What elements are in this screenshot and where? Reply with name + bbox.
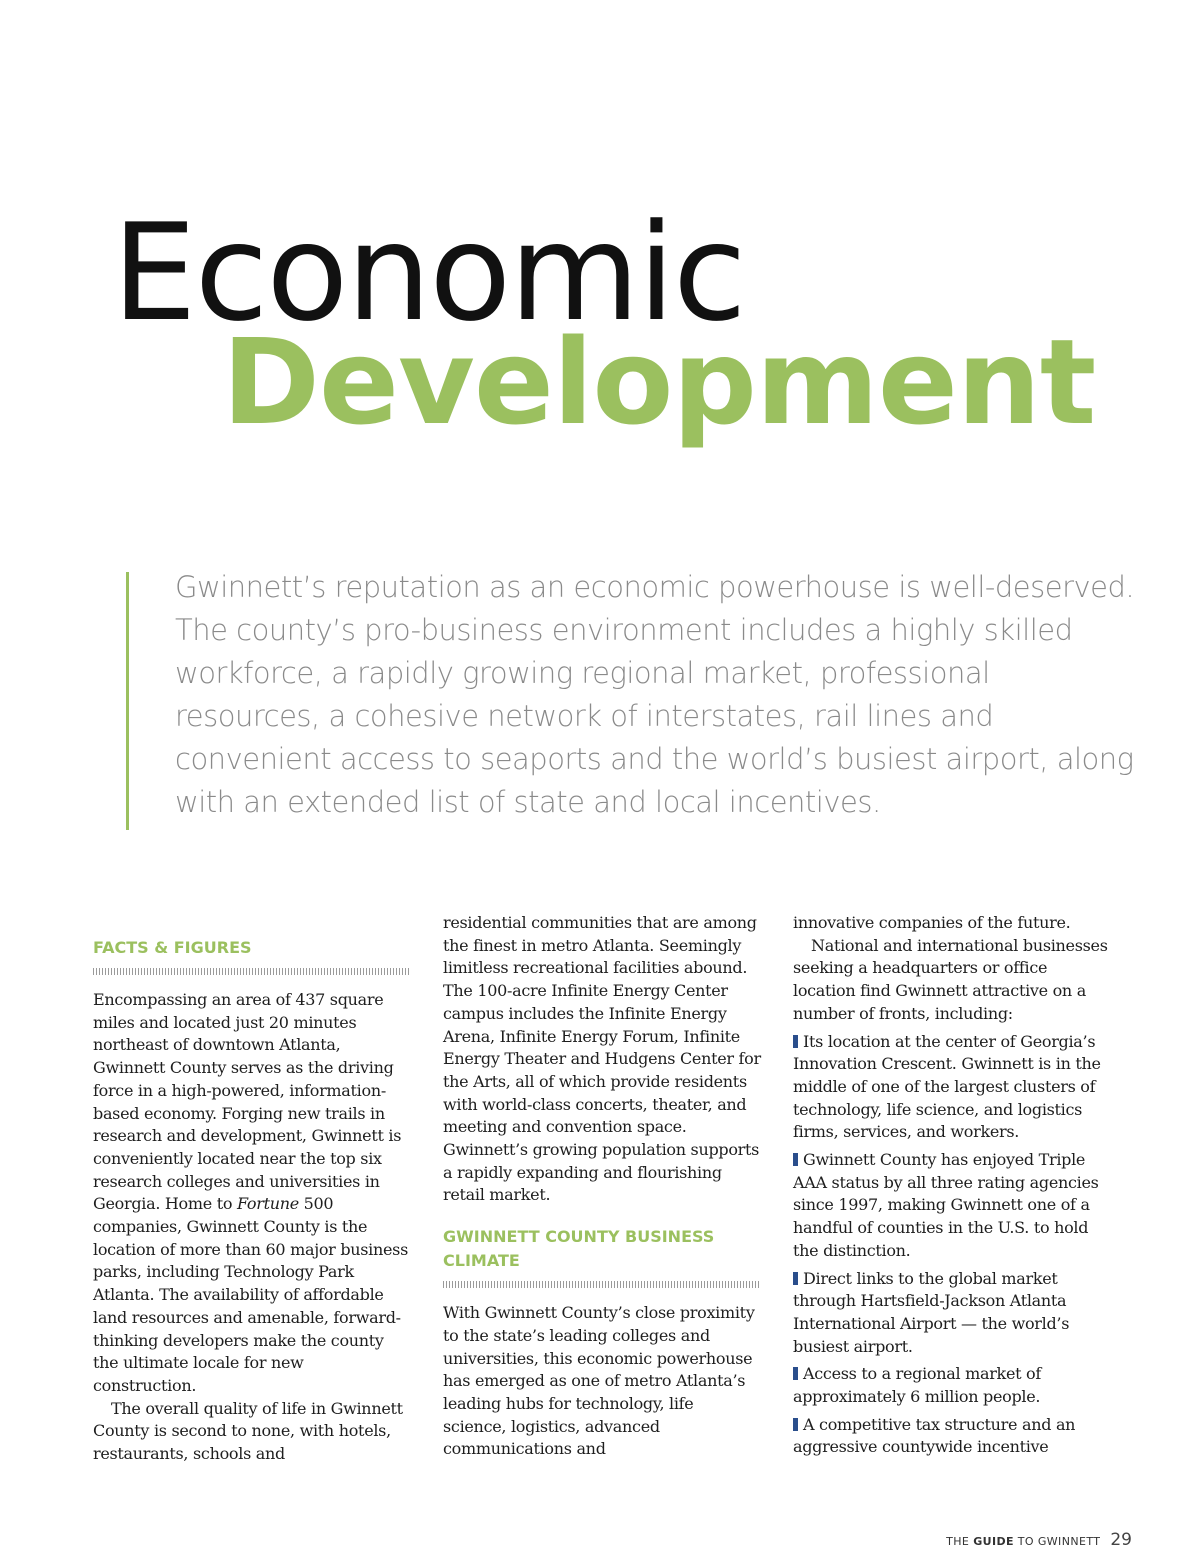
facts-paragraph-2-continued: residential communities that are among the finest in metro Atlanta. Seemingly limitless recreational facilities abound. The 100-acre Infinite Energy Center campus includes the Infinite Energy Arena, Infinite Energy Forum, Infinite Energy Theater and Hudgens Center for the Arts, all of which provide residents with world-class concerts, theater, and meeting and convention space. Gwinnett’s growing population supports a rapidly expanding and flourishing retail market. bbox=[443, 913, 761, 1205]
list-item bbox=[793, 1031, 1113, 1145]
list-item bbox=[793, 1414, 1113, 1459]
fortune-italic: Fortune bbox=[236, 1194, 299, 1214]
footer-guide: GUIDE bbox=[973, 1535, 1014, 1548]
bullet-marker-icon bbox=[793, 1272, 798, 1285]
bullet-marker-icon bbox=[793, 1367, 798, 1380]
list-item bbox=[793, 1268, 1113, 1359]
title-economic: Economic bbox=[112, 195, 745, 351]
page-footer bbox=[946, 1530, 1132, 1550]
title-development: Development bbox=[222, 313, 1096, 451]
bullet-text: Direct links to the global market through Hartsfield-Jackson Atlanta International Airport — the world’s busiest airport. bbox=[793, 1268, 1070, 1356]
climate-heading: GWINNETT COUNTY BUSINESS CLIMATE bbox=[443, 1227, 715, 1271]
bullet-text: Its location at the center of Georgia’s Innovation Crescent. Gwinnett is in the middle of one of the largest clusters of technology, life science, and logistics firms, services, and workers. bbox=[793, 1031, 1101, 1142]
bullet-marker-icon bbox=[793, 1418, 798, 1431]
intro-accent-rule bbox=[126, 572, 129, 830]
facts-paragraph-2-start: The overall quality of life in Gwinnett County is second to none, with hotels, restaurants, schools and bbox=[93, 1398, 403, 1464]
climate-paragraph-1-continued: innovative companies of the future. bbox=[793, 913, 1071, 932]
bullet-marker-icon bbox=[793, 1035, 798, 1048]
bullet-text: A competitive tax structure and an aggressive countywide incentive bbox=[793, 1414, 1076, 1457]
bullet-text: Access to a regional market of approximately 6 million people. bbox=[793, 1364, 1041, 1407]
list-item bbox=[793, 1149, 1113, 1263]
climate-bullet-list bbox=[793, 1031, 1113, 1460]
column-2 bbox=[443, 912, 761, 1461]
column-1 bbox=[93, 912, 409, 1466]
facts-heading: FACTS & FIGURES bbox=[93, 938, 252, 957]
column-3 bbox=[793, 912, 1113, 1459]
intro-paragraph: Gwinnett’s reputation as an economic powerhouse is well-deserved. The county’s pro-business environment includes a highly skilled workforce, a rapidly growing regional market, professional resources, a cohesive network of interstates, rail lines and convenient access to seaports and the world’s busiest airport, along with an extended list of state and local incentives. bbox=[175, 570, 1135, 819]
facts-paragraph-1 bbox=[93, 989, 409, 1398]
climate-paragraph-2: National and international businesses seeking a headquarters or office location find Gwinnett attractive on a number of fronts, including: bbox=[793, 935, 1108, 1023]
footer-the: THE bbox=[946, 1535, 974, 1548]
list-item bbox=[793, 1363, 1113, 1408]
footer-to-gwinnett: TO GWINNETT bbox=[1013, 1535, 1101, 1548]
dotted-divider bbox=[93, 968, 409, 975]
dotted-divider bbox=[443, 1281, 761, 1288]
page-number: 29 bbox=[1110, 1530, 1132, 1550]
facts-paragraph-1-text-a: Encompassing an area of 437 square miles and located just 20 minutes northeast of downtown Atlanta, Gwinnett County serves as the driving force in a high-powered, information-based economy. Forging new trails in research and development, Gwinnett is conveniently located near the top six research colleges and universities in Georgia. Home to bbox=[93, 990, 402, 1214]
climate-paragraph-1-start: With Gwinnett County’s close proximity to the state’s leading colleges and universities, this economic powerhouse has emerged as one of metro Atlanta’s leading hubs for technology, life science, logistics, advanced communications and bbox=[443, 1303, 755, 1459]
bullet-marker-icon bbox=[793, 1153, 798, 1166]
bullet-text: Gwinnett County has enjoyed Triple AAA status by all three rating agencies since 1997, making Gwinnett one of a handful of counties in the U.S. to hold the distinction. bbox=[793, 1150, 1099, 1260]
facts-paragraph-1-text-b: 500 companies, Gwinnett County is the location of more than 60 major business parks, including Technology Park Atlanta. The availability of affordable land resources and amenable, forward-thinking developers make the county the ultimate locale for new construction. bbox=[93, 1194, 408, 1395]
